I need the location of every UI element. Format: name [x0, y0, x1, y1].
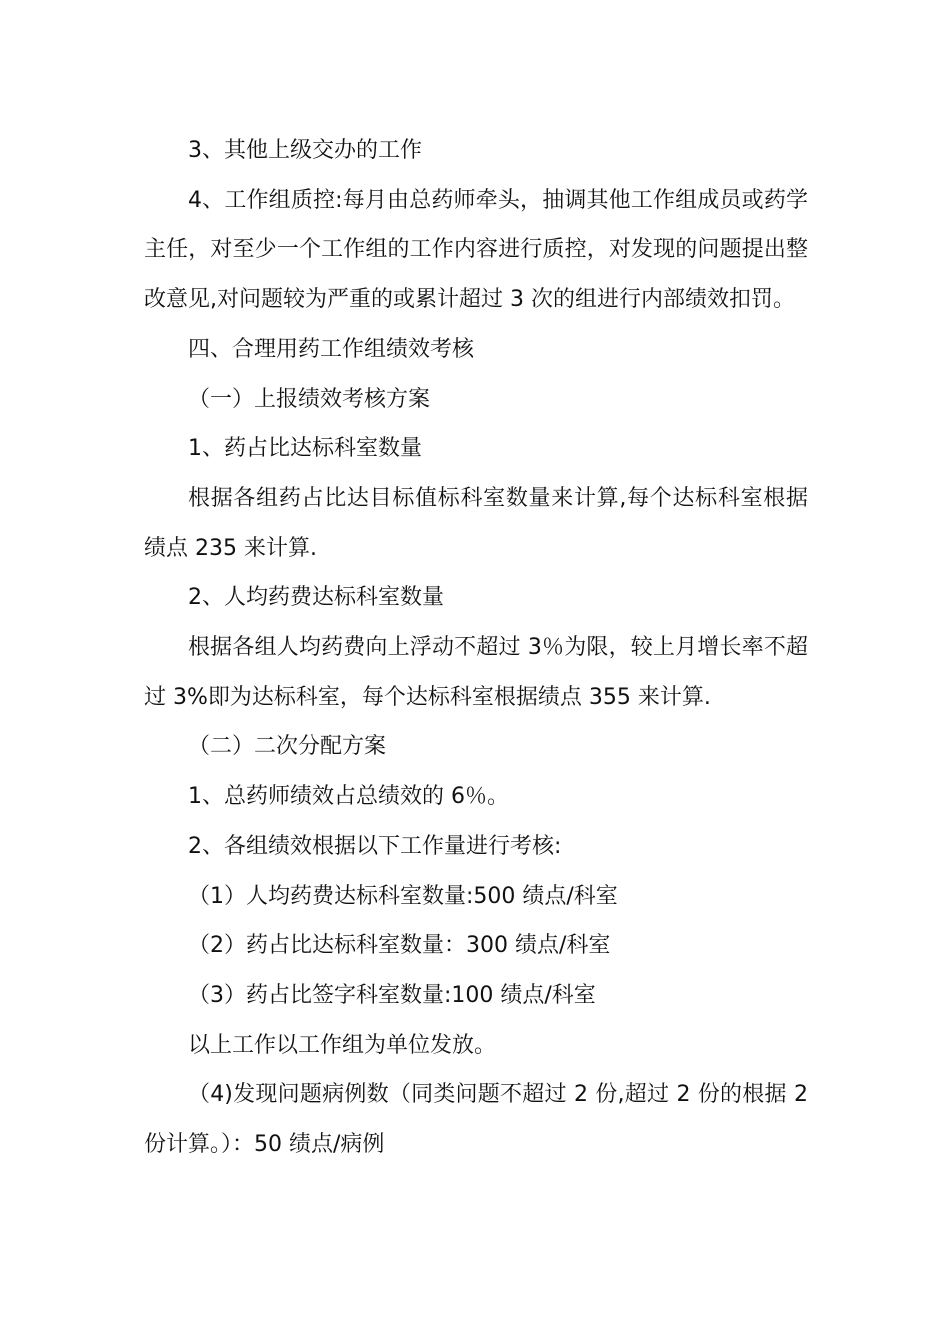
paragraph-distribution: 以上工作以工作组为单位发放。: [188, 1032, 497, 1058]
sub-item-4: （4)发现问题病例数（同类问题不超过 2 份,超过 2 份的根据 2 份计算。）：50 绩点/病例: [144, 1082, 808, 1158]
sub-item-1: （1）人均药费达标科室数量:500 绩点/科室: [188, 883, 618, 909]
paragraph-quality-control: 4、工作组质控:每月由总药师牵头，抽调其他工作组成员或药学主任，对至少一个工作组的工作内容进行质控，对发现的问题提出整改意见,对问题较为严重的或累计超过 3 次的组进行内部绩效扣罚。: [144, 187, 808, 313]
document-body: [144, 126, 808, 1170]
sub-item-3: （3）药占比签字科室数量:100 绩点/科室: [188, 982, 596, 1008]
sub-item-2: （2）药占比达标科室数量：300 绩点/科室: [188, 933, 611, 959]
item-group-assessment: 2、各组绩效根据以下工作量进行考核:: [188, 833, 562, 859]
item-per-capita-heading: 2、人均药费达标科室数量: [188, 585, 444, 611]
subsection-heading-two: （二）二次分配方案: [188, 734, 387, 760]
paragraph-drug-ratio: 根据各组药占比达目标值标科室数量来计算,每个达标科室根据绩点 235 来计算.: [144, 485, 808, 561]
item-chief-pharmacist: 1、总药师绩效占总绩效的 6％。: [188, 784, 509, 810]
item-drug-ratio-heading: 1、药占比达标科室数量: [188, 436, 422, 462]
paragraph-per-capita: 根据各组人均药费向上浮动不超过 3％为限，较上月增长率不超过 3%即为达标科室，每个达标科室根据绩点 355 来计算.: [144, 635, 808, 710]
section-heading-four: 四、合理用药工作组绩效考核: [188, 336, 475, 362]
paragraph-other-tasks: 3、其他上级交办的工作: [188, 138, 422, 163]
subsection-heading-one: （一）上报绩效考核方案: [188, 386, 431, 412]
